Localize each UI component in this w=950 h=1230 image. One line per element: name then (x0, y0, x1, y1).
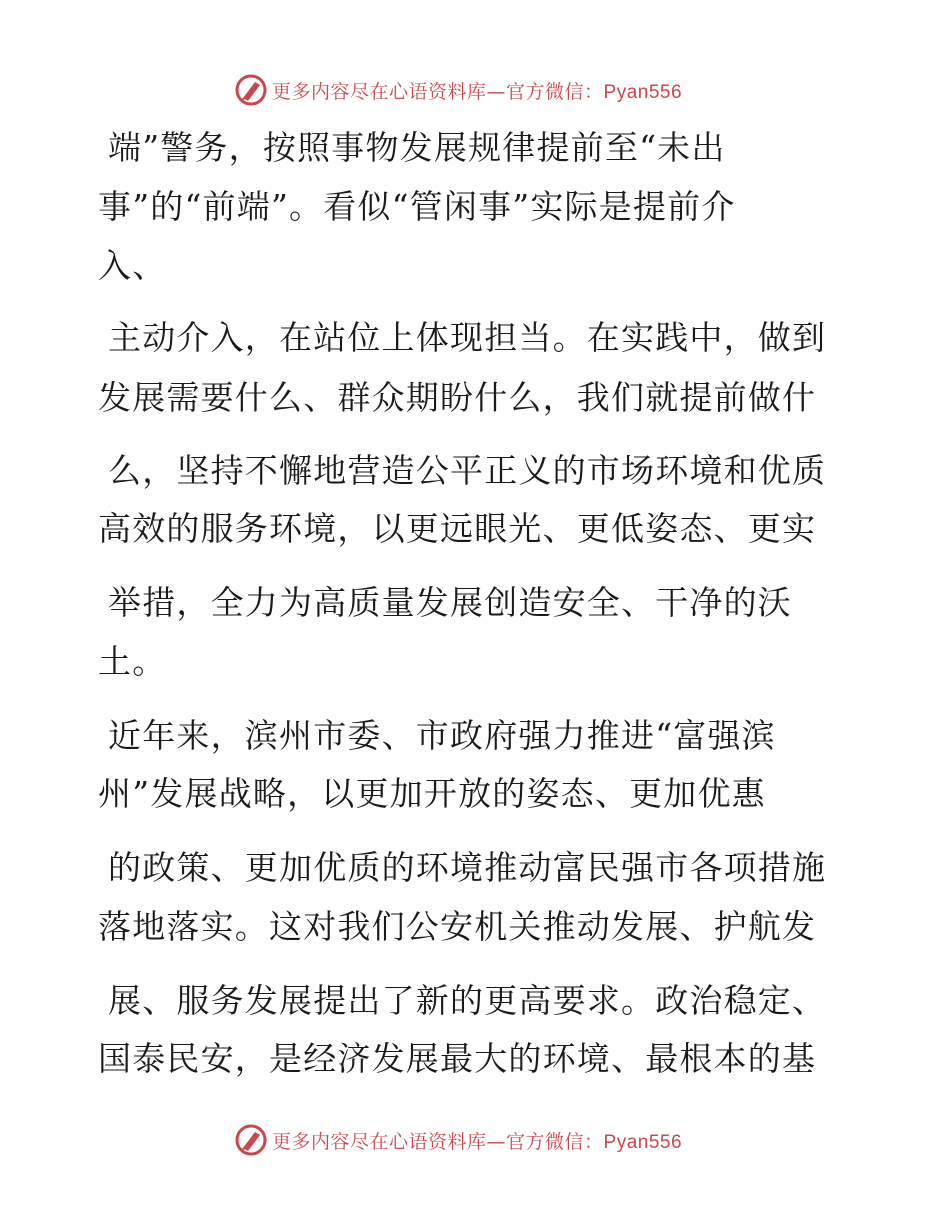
watermark-wechat-label: 官方微信： (506, 80, 604, 103)
quill-pen-logo-icon (234, 1123, 268, 1157)
header-watermark (234, 72, 682, 108)
body-line: 举措，全力为高质量发展创造安全、干净的沃 (108, 583, 792, 622)
body-line: 落地落实。这对我们公安机关推动发展、护航发 (98, 907, 817, 946)
body-line: 州”发展战略，以更加开放的姿态、更加优惠 (98, 774, 766, 813)
body-line: 发展需要什么、群众期盼什么，我们就提前做什 (98, 378, 817, 417)
footer-watermark (234, 1122, 682, 1158)
watermark-dash: — (486, 1130, 507, 1153)
watermark-site-name: 更多内容尽在心语资料库 (272, 80, 487, 103)
watermark-text (272, 1127, 682, 1154)
quill-pen-logo-icon (234, 73, 268, 107)
body-line: 么，坚持不懈地营造公平正义的市场环境和优质 (108, 451, 827, 490)
body-line: 端”警务，按照事物发展规律提前至“未出 (108, 128, 726, 167)
body-line: 近年来，滨州市委、市政府强力推进“富强滨 (108, 716, 776, 755)
body-line: 入、 (98, 246, 167, 285)
body-line: 展、服务发展提出了新的更高要求。政治稳定、 (108, 981, 827, 1020)
watermark-wechat-id: Pyan556 (603, 1131, 683, 1153)
body-line: 事”的“前端”。看似“管闲事”实际是提前介 (98, 187, 736, 226)
watermark-text (272, 77, 682, 104)
watermark-dash: — (486, 80, 507, 103)
body-line: 国泰民安，是经济发展最大的环境、最根本的基 (98, 1039, 817, 1078)
body-line: 主动介入，在站位上体现担当。在实践中，做到 (108, 318, 827, 357)
watermark-wechat-label: 官方微信： (506, 1130, 604, 1153)
body-line: 土。 (98, 642, 167, 681)
watermark-site-name: 更多内容尽在心语资料库 (272, 1130, 487, 1153)
body-line: 的政策、更加优质的环境推动富民强市各项措施 (108, 848, 827, 887)
watermark-wechat-id: Pyan556 (603, 81, 683, 103)
body-line: 高效的服务环境，以更远眼光、更低姿态、更实 (98, 509, 817, 548)
